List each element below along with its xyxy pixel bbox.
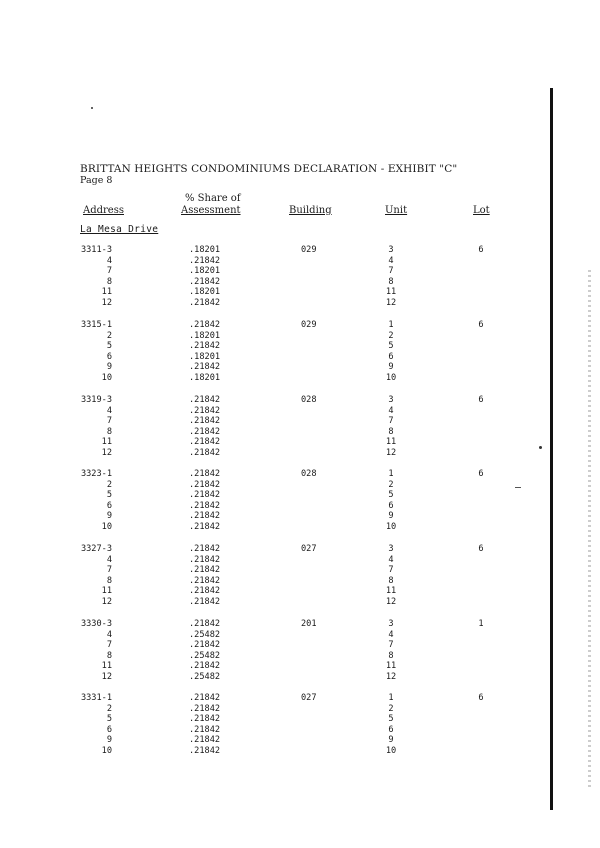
share-cell: .25482 <box>189 671 221 682</box>
building-cell: 201 <box>301 619 317 629</box>
address-cell: 12 <box>101 596 112 607</box>
unit-cell: 11 <box>385 287 397 298</box>
share-cell: .21842 <box>189 416 221 427</box>
share-cell: .21842 <box>189 297 221 308</box>
address-group <box>0 693 600 757</box>
unit-cell: 4 <box>388 554 394 565</box>
unit-cell: 3 <box>388 245 394 255</box>
table-row <box>0 597 600 608</box>
address-group <box>0 245 600 309</box>
lot-cell: 6 <box>478 693 484 703</box>
unit-cell: 2 <box>388 330 394 341</box>
share-cell: .18201 <box>189 351 221 362</box>
table-row <box>0 373 600 384</box>
lot-cell: 6 <box>478 320 484 330</box>
unit-cell: 10 <box>385 372 397 383</box>
address-group <box>0 395 600 459</box>
share-cell: .21842 <box>189 521 221 532</box>
share-cell: .21842 <box>189 320 221 330</box>
address-cell: 3311-3 <box>80 245 112 255</box>
share-cell: .21842 <box>189 490 221 501</box>
share-cell: .21842 <box>189 714 221 725</box>
table-row <box>0 714 600 725</box>
address-cell: 11 <box>101 437 112 448</box>
unit-cell: 5 <box>388 341 394 352</box>
unit-cell: 9 <box>388 511 394 522</box>
address-cell: 3327-3 <box>80 544 112 554</box>
table-row <box>0 298 600 309</box>
address-cell: 4 <box>106 255 112 266</box>
share-cell: .21842 <box>189 693 221 703</box>
address-cell: 3331-1 <box>80 693 112 703</box>
address-cell: 11 <box>101 287 112 298</box>
share-cell: .21842 <box>189 565 221 576</box>
scan-speck <box>539 446 542 449</box>
address-cell: 12 <box>101 297 112 308</box>
table-row <box>0 427 600 438</box>
document-title: BRITTAN HEIGHTS CONDOMINIUMS DECLARATION - EXHIBIT "C" <box>80 163 458 175</box>
unit-cell: 12 <box>385 671 397 682</box>
address-cell: 7 <box>106 640 112 651</box>
unit-cell: 9 <box>388 735 394 746</box>
address-cell: 12 <box>101 447 112 458</box>
lot-cell: 6 <box>478 469 484 479</box>
address-cell: 7 <box>106 416 112 427</box>
lot-cell: 6 <box>478 245 484 255</box>
street-name: La Mesa Drive <box>80 224 159 235</box>
scan-edge-artifact <box>588 270 591 790</box>
unit-cell: 10 <box>385 521 397 532</box>
share-cell: .18201 <box>189 266 221 277</box>
header-share-line2: Assessment <box>181 205 241 216</box>
share-cell: .21842 <box>189 341 221 352</box>
share-cell: .18201 <box>189 330 221 341</box>
share-cell: .21842 <box>189 703 221 714</box>
unit-cell: 3 <box>388 619 394 629</box>
unit-cell: 6 <box>388 500 394 511</box>
address-cell: 8 <box>106 650 112 661</box>
margin-rule <box>550 88 553 810</box>
table-row <box>0 586 600 597</box>
address-cell: 6 <box>106 724 112 735</box>
table-row <box>0 287 600 298</box>
table-row <box>0 320 600 331</box>
share-cell: .18201 <box>189 287 221 298</box>
scan-speck <box>91 107 93 109</box>
share-cell: .21842 <box>189 661 221 672</box>
unit-cell: 10 <box>385 745 397 756</box>
share-cell: .21842 <box>189 544 221 554</box>
table-row <box>0 480 600 491</box>
address-cell: 11 <box>101 661 112 672</box>
unit-cell: 8 <box>388 276 394 287</box>
lot-cell: 6 <box>478 395 484 405</box>
address-cell: 7 <box>106 565 112 576</box>
address-cell: 5 <box>106 714 112 725</box>
table-row <box>0 640 600 651</box>
table-row <box>0 661 600 672</box>
unit-cell: 2 <box>388 479 394 490</box>
table-row <box>0 630 600 641</box>
unit-cell: 9 <box>388 362 394 373</box>
table-row <box>0 725 600 736</box>
table-row <box>0 672 600 683</box>
table-row <box>0 735 600 746</box>
unit-cell: 8 <box>388 650 394 661</box>
unit-cell: 7 <box>388 640 394 651</box>
unit-cell: 7 <box>388 266 394 277</box>
address-group <box>0 544 600 608</box>
address-cell: 7 <box>106 266 112 277</box>
address-cell: 4 <box>106 554 112 565</box>
address-cell: 9 <box>106 362 112 373</box>
share-cell: .21842 <box>189 745 221 756</box>
address-cell: 8 <box>106 276 112 287</box>
address-cell: 5 <box>106 490 112 501</box>
table-row <box>0 331 600 342</box>
page-number: Page 8 <box>80 175 113 186</box>
header-building: Building <box>289 205 332 216</box>
unit-cell: 7 <box>388 565 394 576</box>
table-row <box>0 565 600 576</box>
address-cell: 3319-3 <box>80 395 112 405</box>
unit-cell: 4 <box>388 629 394 640</box>
header-unit: Unit <box>385 205 408 216</box>
share-cell: .21842 <box>189 619 221 629</box>
address-cell: 5 <box>106 341 112 352</box>
share-cell: .21842 <box>189 362 221 373</box>
address-cell: 3330-3 <box>80 619 112 629</box>
address-group <box>0 619 600 683</box>
building-cell: 028 <box>301 395 317 405</box>
unit-cell: 6 <box>388 724 394 735</box>
share-cell: .21842 <box>189 395 221 405</box>
table-row <box>0 352 600 363</box>
share-cell: .21842 <box>189 255 221 266</box>
share-cell: .21842 <box>189 554 221 565</box>
unit-cell: 4 <box>388 405 394 416</box>
header-lot: Lot <box>473 205 490 216</box>
share-cell: .21842 <box>189 586 221 597</box>
address-cell: 8 <box>106 426 112 437</box>
table-row <box>0 406 600 417</box>
address-cell: 4 <box>106 629 112 640</box>
table-row <box>0 277 600 288</box>
share-cell: .21842 <box>189 437 221 448</box>
table-row <box>0 490 600 501</box>
unit-cell: 3 <box>388 544 394 554</box>
unit-cell: 11 <box>385 586 397 597</box>
share-cell: .18201 <box>189 372 221 383</box>
unit-cell: 4 <box>388 255 394 266</box>
table-row <box>0 266 600 277</box>
table-row <box>0 256 600 267</box>
building-cell: 029 <box>301 245 317 255</box>
table-row <box>0 544 600 555</box>
address-cell: 6 <box>106 500 112 511</box>
building-cell: 027 <box>301 544 317 554</box>
lot-cell: 6 <box>478 544 484 554</box>
unit-cell: 6 <box>388 351 394 362</box>
header-share-line1: % Share of <box>185 193 241 204</box>
unit-cell: 5 <box>388 714 394 725</box>
share-cell: .21842 <box>189 405 221 416</box>
share-cell: .21842 <box>189 426 221 437</box>
table-row <box>0 448 600 459</box>
share-cell: .25482 <box>189 650 221 661</box>
unit-cell: 1 <box>388 693 394 703</box>
address-cell: 12 <box>101 671 112 682</box>
address-cell: 8 <box>106 575 112 586</box>
share-cell: .21842 <box>189 640 221 651</box>
address-cell: 3315-1 <box>80 320 112 330</box>
unit-cell: 5 <box>388 490 394 501</box>
table-row <box>0 704 600 715</box>
unit-cell: 2 <box>388 703 394 714</box>
share-cell: .21842 <box>189 276 221 287</box>
table-row <box>0 416 600 427</box>
address-cell: 9 <box>106 735 112 746</box>
table-row <box>0 619 600 630</box>
lot-cell: 1 <box>478 619 484 629</box>
unit-cell: 12 <box>385 297 397 308</box>
address-cell: 2 <box>106 330 112 341</box>
address-cell: 9 <box>106 511 112 522</box>
unit-cell: 1 <box>388 469 394 479</box>
unit-cell: 12 <box>385 447 397 458</box>
share-cell: .21842 <box>189 511 221 522</box>
table-row <box>0 555 600 566</box>
unit-cell: 11 <box>385 437 397 448</box>
building-cell: 029 <box>301 320 317 330</box>
share-cell: .21842 <box>189 500 221 511</box>
address-cell: 4 <box>106 405 112 416</box>
address-cell: 10 <box>101 745 112 756</box>
table-row <box>0 746 600 757</box>
share-cell: .21842 <box>189 447 221 458</box>
table-row <box>0 245 600 256</box>
building-cell: 027 <box>301 693 317 703</box>
address-group <box>0 320 600 384</box>
address-cell: 11 <box>101 586 112 597</box>
address-cell: 3323-1 <box>80 469 112 479</box>
address-cell: 6 <box>106 351 112 362</box>
unit-cell: 3 <box>388 395 394 405</box>
address-group <box>0 469 600 533</box>
address-cell: 10 <box>101 521 112 532</box>
share-cell: .21842 <box>189 479 221 490</box>
table-row <box>0 362 600 373</box>
share-cell: .21842 <box>189 596 221 607</box>
share-cell: .21842 <box>189 724 221 735</box>
table-row <box>0 511 600 522</box>
table-row <box>0 576 600 587</box>
share-cell: .21842 <box>189 469 221 479</box>
scan-dash <box>515 487 521 488</box>
table-row <box>0 469 600 480</box>
table-row <box>0 395 600 406</box>
unit-cell: 7 <box>388 416 394 427</box>
unit-cell: 8 <box>388 575 394 586</box>
building-cell: 028 <box>301 469 317 479</box>
table-row <box>0 501 600 512</box>
table-row <box>0 341 600 352</box>
address-cell: 2 <box>106 479 112 490</box>
table-row <box>0 437 600 448</box>
header-address: Address <box>83 205 124 216</box>
unit-cell: 11 <box>385 661 397 672</box>
share-cell: .21842 <box>189 735 221 746</box>
table-row <box>0 651 600 662</box>
share-cell: .21842 <box>189 575 221 586</box>
share-cell: .18201 <box>189 245 221 255</box>
unit-cell: 12 <box>385 596 397 607</box>
table-row <box>0 522 600 533</box>
unit-cell: 8 <box>388 426 394 437</box>
share-cell: .25482 <box>189 629 221 640</box>
table-row <box>0 693 600 704</box>
address-cell: 2 <box>106 703 112 714</box>
unit-cell: 1 <box>388 320 394 330</box>
address-cell: 10 <box>101 372 112 383</box>
